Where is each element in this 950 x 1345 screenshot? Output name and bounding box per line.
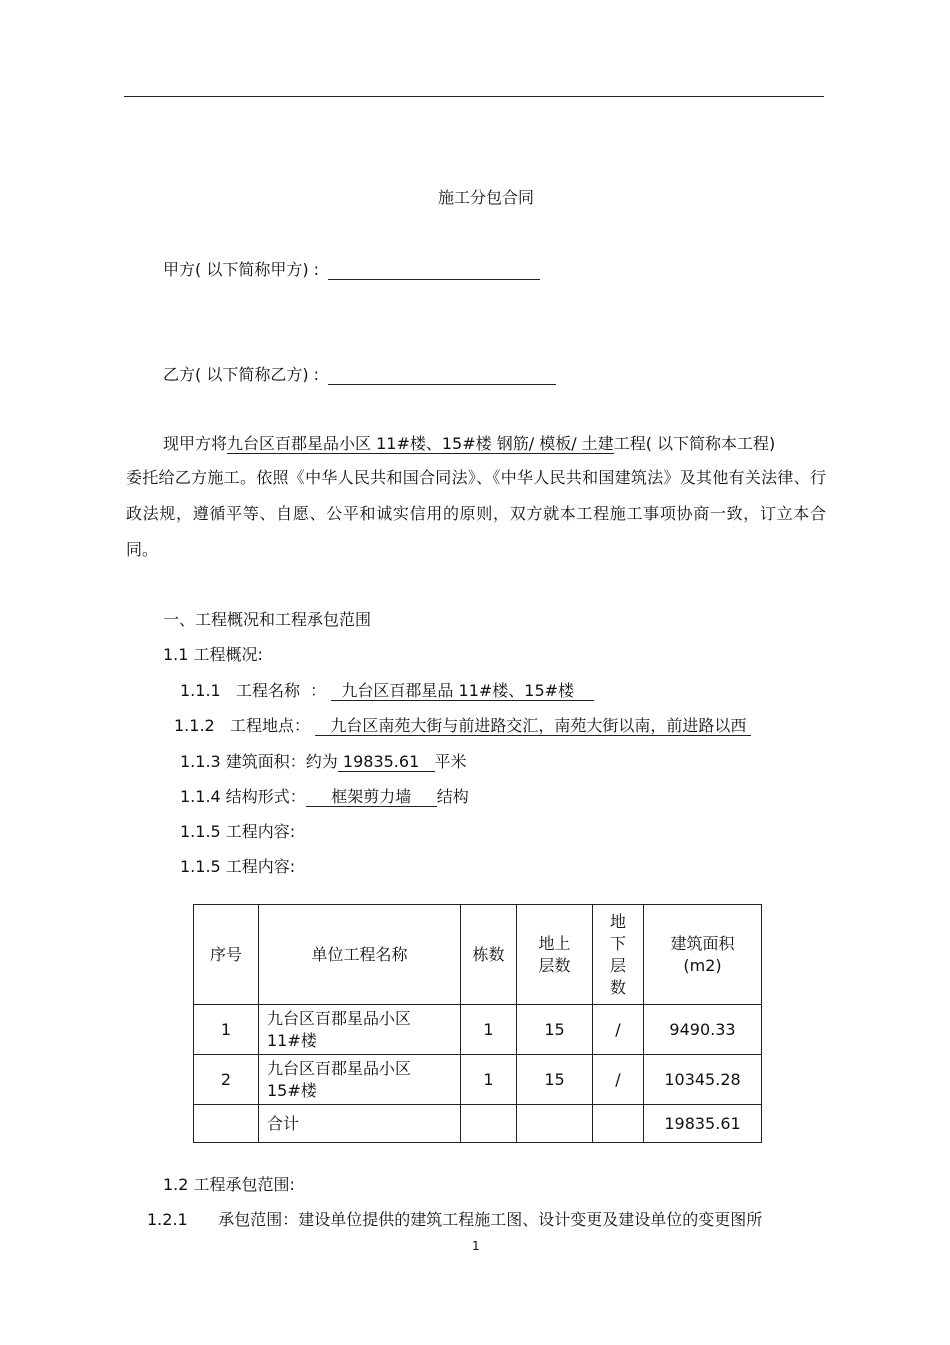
project-name-line [180,681,594,701]
structure-label: 1.1.4 结构形式： [180,787,306,806]
intro-first-line [163,434,775,454]
table-cell [593,1105,644,1143]
scope-line: 1.2.1 承包范围：建设单位提供的建筑工程施工图、设计变更及建设单位的变更图所 [147,1210,763,1229]
structure-line [180,787,469,807]
table-cell: 九台区百郡星品小区 11#楼 [259,1005,461,1055]
building-area-unit: 平米 [434,752,467,771]
project-location-label: 1.1.2 工程地点： [174,716,310,735]
header-cell: 栋数 [461,905,517,1005]
table-row [194,1055,762,1105]
project-table [193,904,762,1143]
table-cell: 15 [517,1005,593,1055]
intro-body: 委托给乙方施工。依照《中华人民共和国合同法》、《中华人民共和国建筑法》及其他有关法律、行政法规，遵循平等、自愿、公平和诚实信用的原则，双方就本工程施工事项协商一致，订立本合同。 [126,468,826,559]
table-cell: 2 [194,1055,259,1105]
total-value: 19835.61 [644,1105,762,1143]
party-a-line [163,260,540,280]
table-cell: 15 [517,1055,593,1105]
building-area-label: 1.1.3 建筑面积：约为 [180,752,338,771]
intro-post: 工程( 以下简称本工程) [613,434,776,453]
page-number: 1 [472,1239,480,1253]
table-total-row [194,1105,762,1143]
project-name-value: 九台区百郡星品 11#楼、15#楼 [331,681,595,700]
intro-project: 九台区百郡星品小区 11#楼、15#楼 钢筋/ 模板/ 土建 [227,434,614,453]
table-cell: / [593,1005,644,1055]
table-cell: 10345.28 [644,1055,762,1105]
content-label-2: 1.1.5 工程内容: [180,857,296,876]
content-label-1: 1.1.5 工程内容: [180,822,296,841]
table-cell [461,1105,517,1143]
table-row [194,1005,762,1055]
table-cell: 1 [461,1055,517,1105]
party-b-blank [328,366,556,385]
building-area-value: 19835.61 [337,752,435,771]
project-location-value: 九台区南苑大街与前进路交汇，南苑大街以南，前进路以西 [315,716,752,735]
total-label: 合计 [259,1105,461,1143]
party-a-blank [328,261,540,280]
header-cell: 建筑面积 (m2) [644,905,762,1005]
section-1-heading: 一、工程概况和工程承包范围 [163,610,372,629]
table-cell: / [593,1055,644,1105]
header-cell: 序号 [194,905,259,1005]
intro-pre: 现甲方将 [163,434,228,453]
party-a-label: 甲方( 以下简称甲方) : [163,260,320,279]
header-cell: 单位工程名称 [259,905,461,1005]
table-cell: 9490.33 [644,1005,762,1055]
table-cell: 九台区百郡星品小区 15#楼 [259,1055,461,1105]
table-cell: 1 [194,1005,259,1055]
structure-unit: 结构 [436,787,469,806]
header-rule [124,96,824,97]
table-cell [517,1105,593,1143]
section-1-2-heading: 1.2 工程承包范围: [163,1175,295,1194]
party-b-label: 乙方( 以下简称乙方) : [163,365,320,384]
party-b-line [163,365,556,385]
table-header-row [194,905,762,1005]
structure-value: 框架剪力墙 [305,787,437,806]
building-area-line [180,752,467,772]
table-cell [194,1105,259,1143]
header-cell: 地上 层数 [517,905,593,1005]
header-cell: 地 下 层 数 [593,905,644,1005]
project-location-line [174,716,751,736]
document-title: 施工分包合同 [438,188,535,207]
section-1-1-heading: 1.1 工程概况: [163,645,263,664]
table-cell: 1 [461,1005,517,1055]
project-name-label: 1.1.1 工程名称 ： [180,681,327,700]
